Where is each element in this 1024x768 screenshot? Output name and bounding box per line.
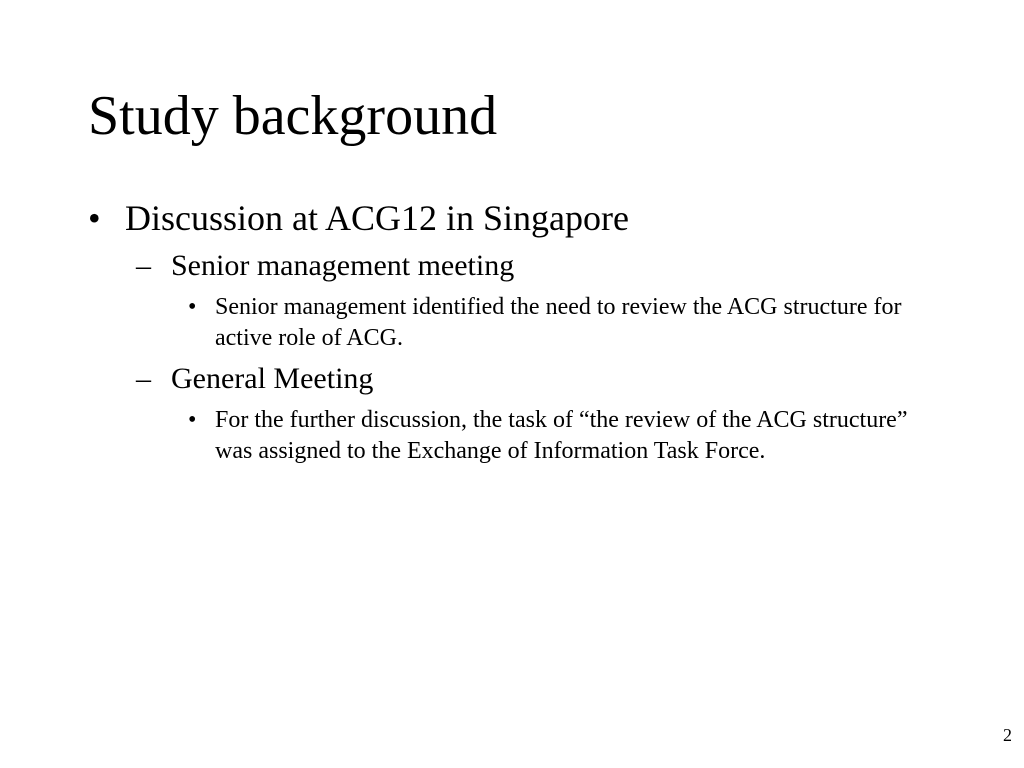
dash-marker: –: [136, 249, 151, 282]
page-number: 2: [1003, 725, 1012, 745]
bullet-text: General Meeting: [171, 362, 374, 395]
bullet-marker: •: [88, 198, 101, 238]
bullet-text: Senior management meeting: [171, 249, 515, 282]
bullet-text: For the further discussion, the task of “the review of the ACG structure” was assigned to the Exchange of Information Task Force.: [215, 407, 908, 464]
bullet-text: Senior management identified the need to review the ACG structure for active role of ACG.: [215, 294, 902, 351]
bullet-marker: •: [188, 294, 197, 320]
bullet-text: Discussion at ACG12 in Singapore: [125, 198, 629, 238]
slide-title: Study background: [88, 85, 498, 147]
bullet-marker: •: [188, 407, 197, 433]
dash-marker: –: [136, 362, 151, 395]
